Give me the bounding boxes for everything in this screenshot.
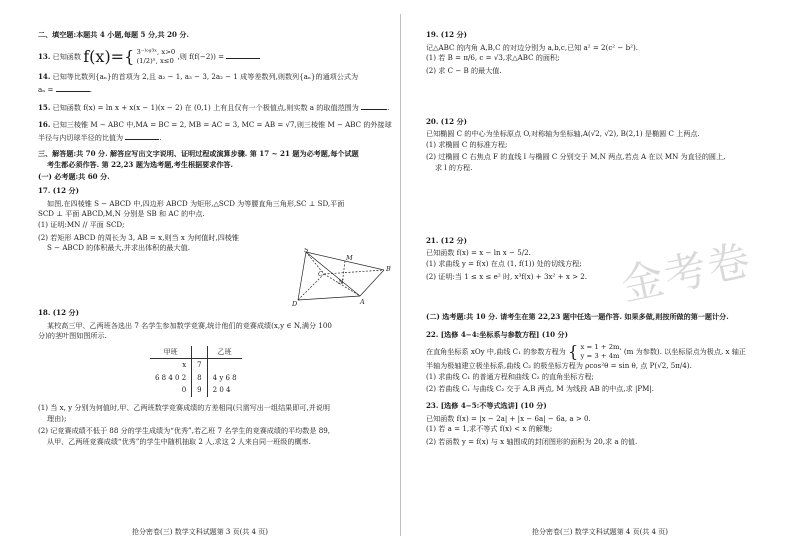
answer-blank — [361, 101, 387, 110]
parametric-equation: { x = 1 + 2m, y = 3 + 4m — [568, 341, 622, 361]
question-15: 15. 已知函数 f(x) = ln x + x(x − 1)(x − 2) 在 (0,1) 上有且仅有一个极值点,则实数 a 的取值范围为 . — [38, 103, 390, 113]
label-S: S — [304, 248, 309, 254]
question-17: 17. (12 分) 如图,在四棱锥 S − ABCD 中,四边形 ABCD 为矩形,△SCD 为等腰直角三角形,SC ⊥ SD,平面 SCD ⊥ 平面 ABCD,M,N 分别是 SB 和 AC 的中点. (1) 证明:MN // 平面 SCD; (2) 若矩形 ABCD 的周长为 3, AB = x,则当 x 为何值时,四棱锥 S − ABCD 的体积最大,并求出体积的最大值. — [38, 186, 345, 253]
edge-AB — [360, 270, 384, 296]
footer-page-4: 抢分密卷(三) 数学文科试题第 4 页(共 4 页) — [532, 528, 668, 536]
footer-page-3: 抢分密卷(三) 数学文科试题第 3 页(共 4 页) — [132, 528, 268, 536]
question-22: 22. [选修 4−4:坐标系与参数方程] (10 分) 在直角坐标系 xOy 中,曲线 C₁ 的参数方程为 { x = 1 + 2m, y = 3 + 4m (m 为参数). 以坐标原点为极点, x 轴正 半轴为极轴建立极坐标系,曲线 C₂ 的极坐标方程为 ρcos²θ = sin θ, 点 P(√2, 5π/4). (1) 求曲线 C₁ 的普通方程和曲线 C₂ 的直角坐标方程; (2) 若曲线 C₁ 与曲线 C₂ 交于 A,B 两点, M 为线段 AB 的中点,求 |PM|. — [426, 329, 746, 394]
watermark: 金考卷 — [616, 234, 757, 311]
label-D: D — [292, 300, 298, 308]
question-18: 18. (12 分) 某校高三甲、乙两班各选出 7 名学生参加数学竞赛,统计他们的竞赛成绩(x,y ∈ N,满分 100 分)的茎叶图如图所示. 甲班 乙班 x 7 6 8 4 0 2 8 4 y 6 8 0 9 2 0 4 (1) 当 x, y 分别为何值时,甲、乙两班数学竞赛成绩的方差相同(只需写出一组结果即可,并说明 理由); (2) 记竞赛成绩不低于 88 分的学生成绩为“优秀”,若乙班 7 名学生的竞赛成绩的平均数是 89, 从甲、乙两班竞赛成绩“优秀”的学生中随机抽取 2 人,求这 2 人来自同一班级的概率. — [38, 307, 332, 446]
piecewise-function: f(x)={ 3⁻ˡᵒᵍ³ˣ, x>0 (1/2)ˣ, x≤0 — [83, 46, 176, 66]
question-13: 13. 已知函数 f(x)={ 3⁻ˡᵒᵍ³ˣ, x>0 (1/2)ˣ, x≤0 ,则 f(f(−2)) = — [38, 48, 392, 66]
question-16: 16. 已知三棱锥 M − ABC 中,MA = BC = 2, MB = AC = 3, MC = AB = √7,则三棱锥 M − ABC 的外接球 半径与内切球半径的比值为 . — [38, 119, 392, 142]
answer-blank — [56, 83, 90, 92]
question-20: 20. (12 分) 已知椭圆 C 的中心为坐标原点 O,对称轴为坐标轴,A(√2, √2), B(2,1) 是椭圆 C 上两点. (1) 求椭圆 C 的标准方程; (2) 过椭圆 C 右焦点 F 的直线 l 与椭圆 C 分别交于 M,N 两点,若点 A 在以 MN 为直径的圆上, 求 l 的方程. — [426, 116, 726, 173]
section-2-title: 二、填空题:本题共 4 小题,每题 5 分,共 20 分. — [38, 30, 189, 39]
label-B: B — [386, 265, 391, 273]
section-3-title: 三、解答题:共 70 分. 解答应写出文字说明、证明过程或演算步骤. 第 17 ~ 21 题为必考题,每个试题 — [38, 149, 359, 159]
required-questions-title: (一) 必考题:共 60 分. — [38, 172, 110, 182]
table-row: 6 8 4 0 2 8 4 y 6 8 — [150, 372, 242, 385]
section-3-title-cont: 考生都必须作答. 第 22,23 题为选考题,考生根据要求作答. — [47, 159, 233, 169]
edge-CB — [324, 270, 384, 274]
answer-blank — [226, 50, 260, 59]
question-19: 19. (12 分) 记△ABC 的内角 A,B,C 的对边分别为 a,b,c,已知 a² = 2(c² − b²). (1) 若 B = π/6, c = √3,求△ABC 的面积; (2) 求 C − B 的最大值. — [426, 30, 639, 75]
question-21: 21. (12 分) 已知函数 f(x) = x − ln x − 5/2. (1) 求曲线 y = f(x) 在点 (1, f(1)) 处的切线方程; (2) 证明:当 1 ≤ x ≤ e² 时, x³f(x) + 3x² + x > 2. — [426, 235, 588, 281]
edge-DA — [298, 296, 360, 300]
table-row: x 7 — [150, 359, 242, 372]
question-14: 14. 已知等比数列{aₙ}的首项为 2,且 a₂ − 1, a₃ − 3, 2a₂ − 1 成等差数列,则数列{aₙ}的通项公式为 aₙ = . — [38, 71, 359, 94]
pyramid-figure — [292, 248, 397, 308]
label-N: N — [338, 278, 344, 286]
table-row: 0 9 2 0 4 — [150, 384, 242, 397]
label-A: A — [360, 298, 365, 306]
stem-leaf-plot: 甲班 乙班 x 7 6 8 4 0 2 8 4 y 6 8 0 9 2 0 4 — [150, 346, 242, 397]
label-C: C — [318, 270, 323, 278]
label-M: M — [346, 254, 353, 262]
edge-SD — [298, 252, 306, 300]
elective-title: (二) 选考题:共 10 分. 请考生在第 22,23 题中任选一题作答. 如果多做,则按所做的第一题计分. — [426, 312, 729, 322]
answer-blank — [125, 131, 159, 140]
question-23: 23. [选修 4−5:不等式选讲] (10 分) 已知函数 f(x) = |x − 2a| + |x − 6a| − 6a, a > 0. (1) 若 a = 1,求不等式 f(x) < x 的解集; (2) 若函数 y = f(x) 与 x 轴围成的封闭图形的面积为 20,求 a 的值. — [426, 400, 638, 446]
